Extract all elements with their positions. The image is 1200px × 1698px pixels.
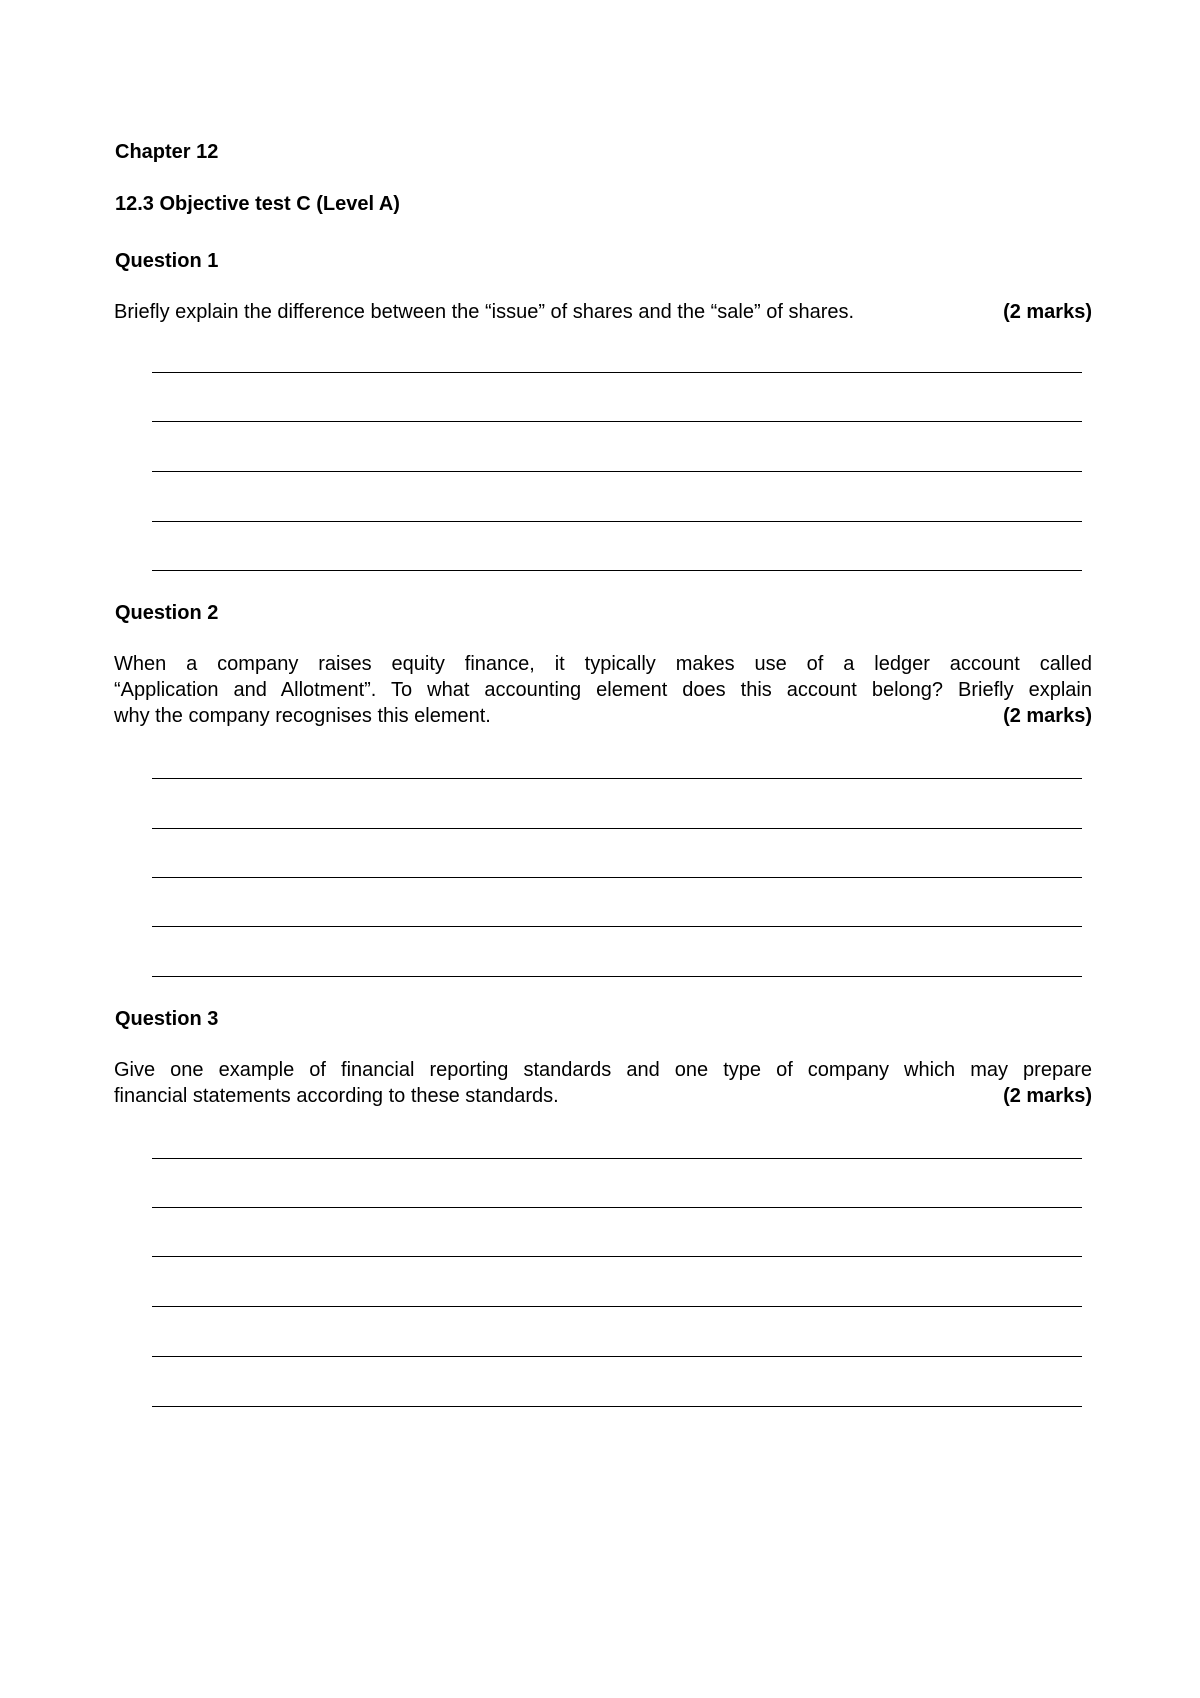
question-1-text: Briefly explain the difference between the “issue” of shares and the “sale” of shares. — [114, 301, 855, 323]
question-2-heading: Question 2 — [115, 602, 219, 624]
answer-line[interactable] — [152, 1306, 1082, 1307]
question-2-text-line-3: why the company recognises this element. — [114, 705, 491, 727]
question-3-marks: (2 marks) — [1003, 1085, 1092, 1107]
answer-line[interactable] — [152, 1356, 1082, 1357]
answer-line[interactable] — [152, 1207, 1082, 1208]
answer-line[interactable] — [152, 570, 1082, 571]
answer-line[interactable] — [152, 372, 1082, 373]
answer-line[interactable] — [152, 1406, 1082, 1407]
question-3-text-line-2: financial statements according to these standards. — [114, 1085, 559, 1107]
question-1-marks: (2 marks) — [1003, 301, 1092, 323]
question-3-heading: Question 3 — [115, 1008, 219, 1030]
question-3-prompt — [114, 1057, 1092, 1109]
question-2-text-line-2: “Application and Allotment”. To what accounting element does this account belong? Briefly explain — [114, 679, 1092, 701]
question-2-text-line-1: When a company raises equity finance, it typically makes use of a ledger account called — [114, 653, 1092, 675]
question-2-prompt — [114, 651, 1092, 729]
chapter-title: Chapter 12 — [115, 141, 219, 163]
question-2-text-line-3-row — [114, 703, 1092, 729]
answer-line[interactable] — [152, 828, 1082, 829]
answer-line[interactable] — [152, 521, 1082, 522]
answer-line[interactable] — [152, 926, 1082, 927]
question-3-text-line-2-row — [114, 1083, 1092, 1109]
answer-line[interactable] — [152, 877, 1082, 878]
answer-line[interactable] — [152, 471, 1082, 472]
question-2-marks: (2 marks) — [1003, 705, 1092, 727]
answer-line[interactable] — [152, 1158, 1082, 1159]
answer-line[interactable] — [152, 778, 1082, 779]
answer-line[interactable] — [152, 976, 1082, 977]
test-title: 12.3 Objective test C (Level A) — [115, 193, 400, 215]
question-1-heading: Question 1 — [115, 250, 219, 272]
question-1-prompt — [114, 299, 1092, 325]
question-3-text-line-1: Give one example of financial reporting standards and one type of company which may prepare — [114, 1059, 1092, 1081]
answer-line[interactable] — [152, 421, 1082, 422]
answer-line[interactable] — [152, 1256, 1082, 1257]
